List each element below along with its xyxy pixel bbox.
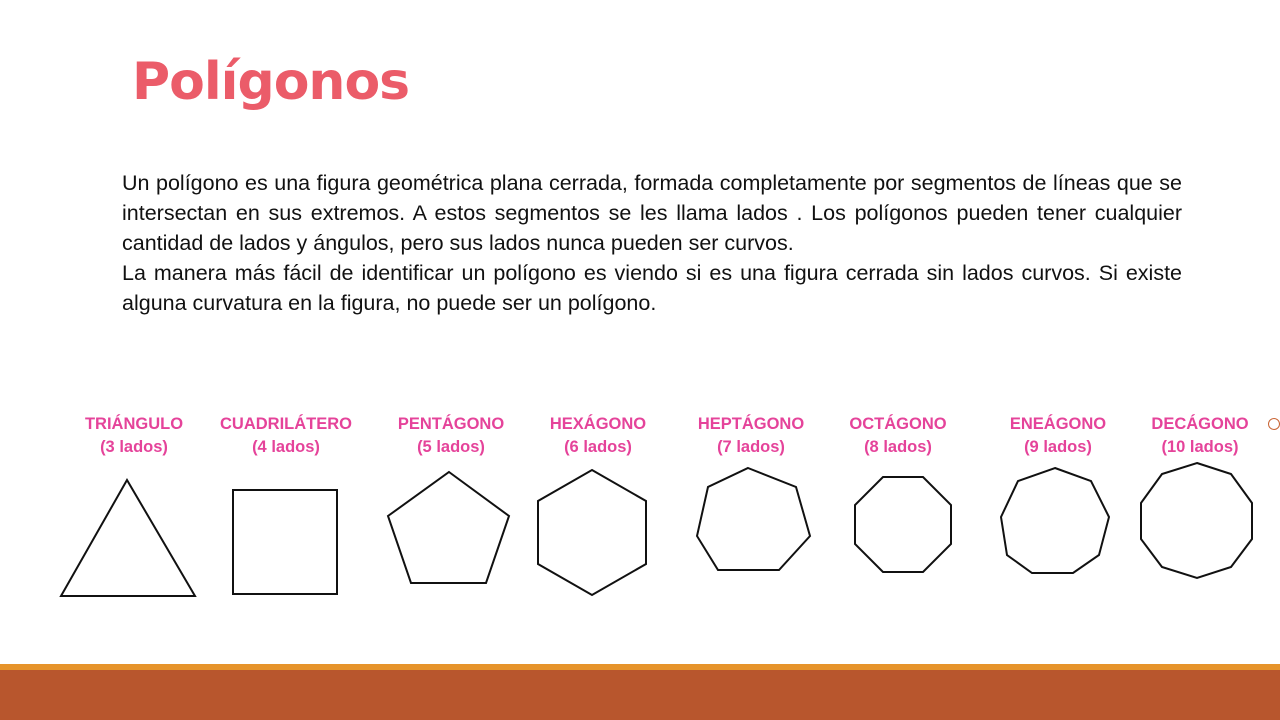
decagon-shape <box>1141 463 1252 578</box>
polygon-sides: (4 lados) <box>252 438 320 456</box>
polygon-name: DECÁGONO <box>1151 415 1249 433</box>
polygon-sides: (3 lados) <box>100 438 168 456</box>
polygon-name: HEXÁGONO <box>549 415 647 433</box>
polygon-sides: (7 lados) <box>717 438 785 456</box>
polygon-sides: (9 lados) <box>1024 438 1092 456</box>
hexagon-shape <box>538 470 646 595</box>
square-shape <box>233 490 337 594</box>
polygon-name: ENEÁGONO <box>1009 415 1107 433</box>
pentagon-shape <box>388 472 509 583</box>
polygon-name: OCTÁGONO <box>849 415 947 433</box>
slide-title: Polígonos <box>132 52 410 112</box>
paragraph-identification: La manera más fácil de identificar un polígono es viendo si es una figura cerrada sin lados curvos. Si existe alguna curvatura en la figura, no puede ser un polígono. <box>122 261 1182 315</box>
polygon-name: CUADRILÁTERO <box>220 415 352 433</box>
triangle-shape <box>61 480 195 596</box>
footer-bar <box>0 670 1280 720</box>
slide-nav-circle-icon[interactable] <box>1268 418 1280 430</box>
polygon-name: TRIÁNGULO <box>84 415 184 433</box>
polygon-sides: (10 lados) <box>1161 438 1239 456</box>
polygon-name: PENTÁGONO <box>397 415 505 433</box>
nonagon-shape <box>1001 468 1109 573</box>
paragraph-definition: Un polígono es una figura geométrica plana cerrada, formada completamente por segmentos de líneas que se intersectan en sus extremos. A estos segmentos se les llama lados . Los polígonos pueden tener cualquier cantidad de lados y ángulos, pero sus lados nunca pueden ser curvos. <box>122 171 1182 255</box>
polygon-sides: (8 lados) <box>864 438 932 456</box>
polygon-sides: (6 lados) <box>564 438 632 456</box>
octagon-shape <box>855 477 951 572</box>
polygon-sides: (5 lados) <box>417 438 485 456</box>
polygon-name: HEPTÁGONO <box>697 415 805 433</box>
heptagon-shape <box>697 468 810 570</box>
